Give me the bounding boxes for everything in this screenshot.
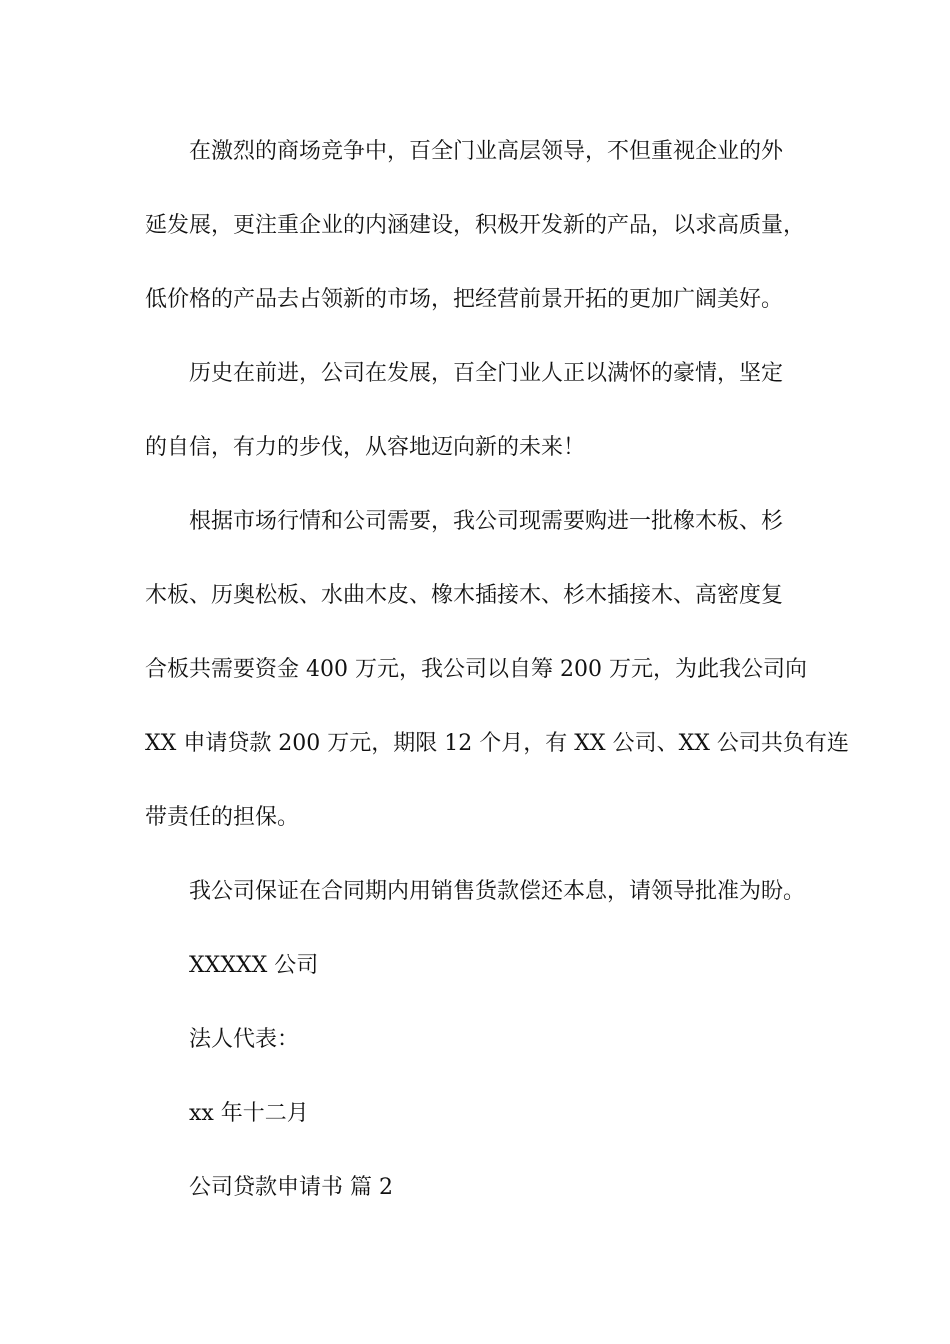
paragraph-3-line-3: 合板共需要资金 400 万元，我公司以自筹 200 万元，为此我公司向: [145, 657, 807, 682]
paragraph-1-line-2: 延发展，更注重企业的内涵建设，积极开发新的产品，以求高质量，: [145, 213, 806, 238]
paragraph-4-line-1: 我公司保证在合同期内用销售货款偿还本息，请领导批准为盼。: [189, 879, 806, 904]
paragraph-3-line-1: 根据市场行情和公司需要，我公司现需要购进一批橡木板、杉: [189, 509, 784, 534]
company-signature: XXXXX 公司: [189, 953, 319, 978]
paragraph-3-line-2: 木板、历奥松板、水曲木皮、橡木插接木、杉木插接木、高密度复: [145, 583, 784, 608]
paragraph-1-line-1: 在激烈的商场竞争中，百全门业高层领导，不但重视企业的外: [189, 139, 784, 164]
section-heading: 公司贷款申请书 篇 2: [189, 1175, 393, 1200]
legal-representative-label: 法人代表：: [189, 1027, 300, 1052]
paragraph-2-line-1: 历史在前进，公司在发展，百全门业人正以满怀的豪情，坚定: [189, 361, 784, 386]
paragraph-1-line-3: 低价格的产品去占领新的市场，把经营前景开拓的更加广阔美好。: [145, 287, 784, 312]
document-date: xx 年十二月: [189, 1101, 309, 1126]
paragraph-3-line-5: 带责任的担保。: [145, 805, 300, 830]
paragraph-3-line-4: XX 申请贷款 200 万元，期限 12 个月，有 XX 公司、XX 公司共负有连: [145, 731, 849, 756]
paragraph-2-line-2: 的自信，有力的步伐，从容地迈向新的未来！: [145, 435, 586, 460]
